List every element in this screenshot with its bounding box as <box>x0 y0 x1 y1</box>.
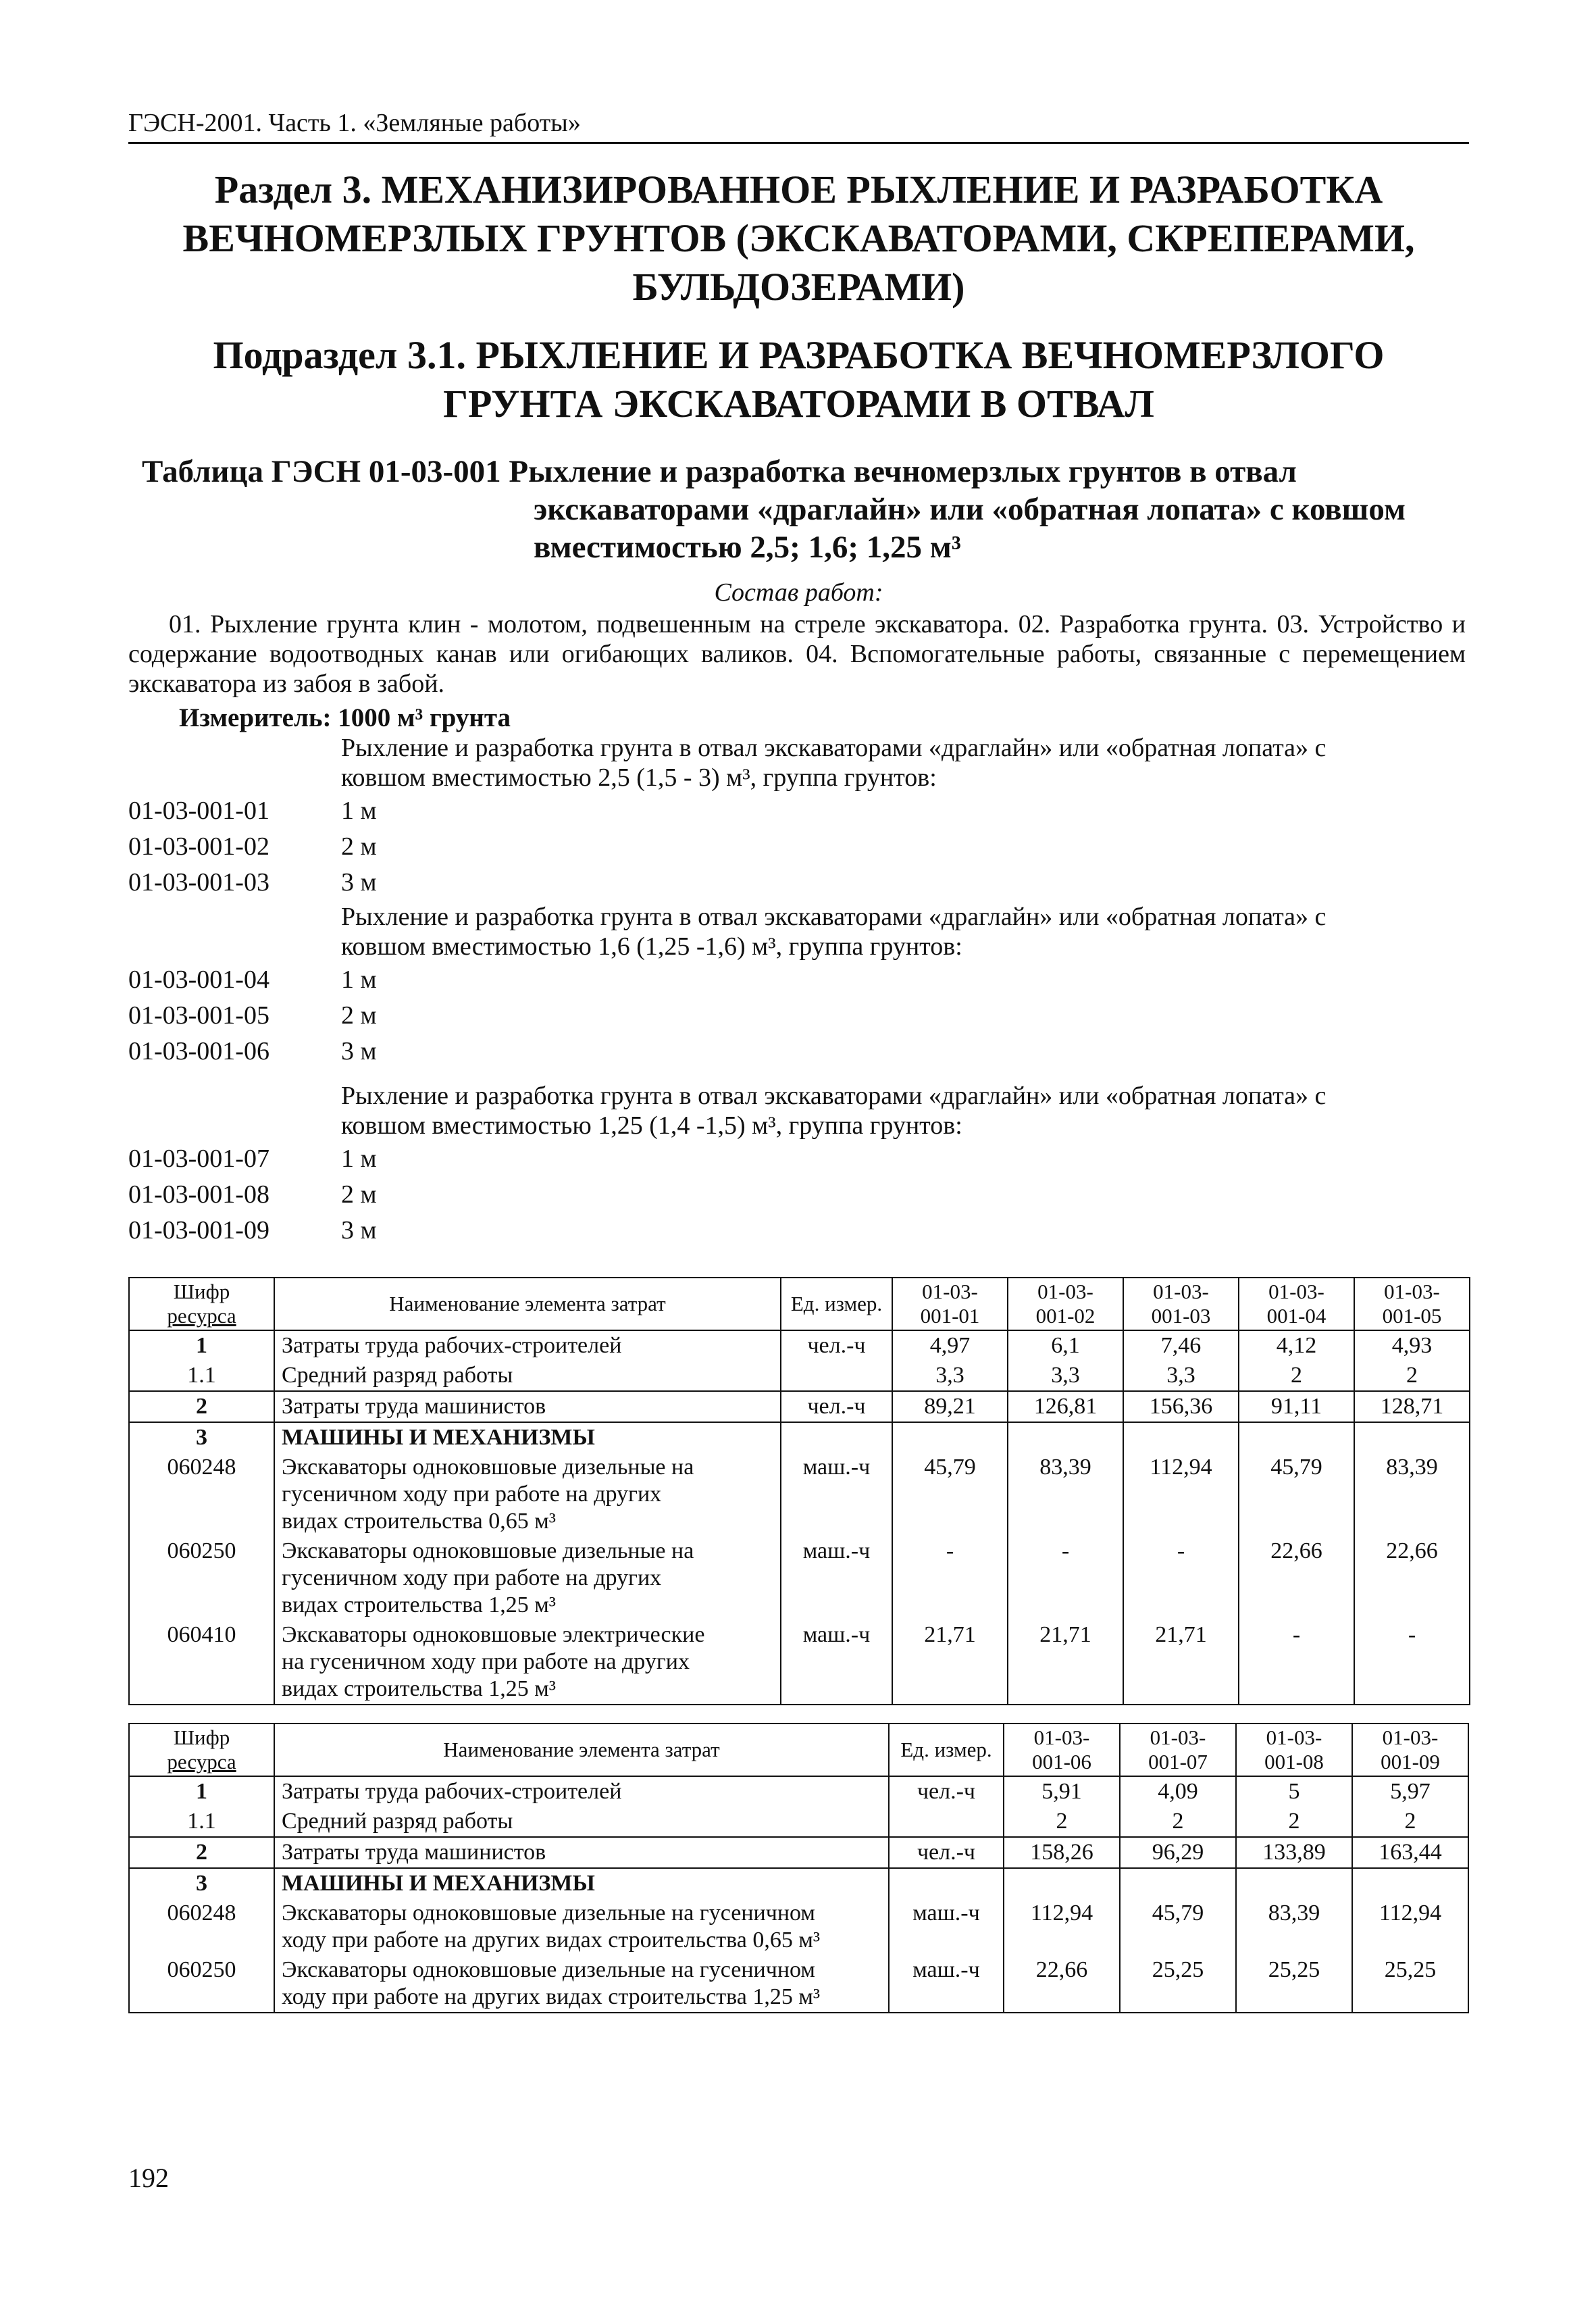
table-heading <box>142 453 1466 566</box>
value-cell: 83,39 <box>1236 1898 1352 1955</box>
resource-code: 3 <box>129 1868 274 1898</box>
value-cell: 163,44 <box>1352 1837 1468 1868</box>
value-cell: - <box>1008 1536 1123 1620</box>
cost-element-line: Экскаваторы одноковшовые электрические <box>282 1622 705 1647</box>
value-cell: 7,46 <box>1123 1330 1239 1361</box>
table-row <box>129 1776 1468 1807</box>
norm-label: 1 м <box>341 796 377 825</box>
cost-element-name <box>274 1898 889 1955</box>
resource-code: 060250 <box>129 1536 274 1620</box>
cost-element-line: Средний разряд работы <box>282 1363 513 1388</box>
value-cell <box>1236 1868 1352 1898</box>
variant-desc: ковшом вместимостью 1,25 (1,4 -1,5) м³, группа грунтов: <box>341 1111 962 1140</box>
norm-code: 01-03-001-06 <box>128 1036 269 1065</box>
column-header-unit: Ед. измер. <box>781 1278 892 1330</box>
column-header-norm: 01-03- 001-06 <box>1004 1724 1120 1776</box>
value-cell: - <box>892 1536 1008 1620</box>
norm-label: 3 м <box>341 867 377 897</box>
value-cell: 133,89 <box>1236 1837 1352 1868</box>
table-row <box>129 1837 1468 1868</box>
cost-element-name <box>274 1955 889 2013</box>
value-cell: 3,3 <box>1008 1361 1123 1391</box>
subsection-title-line: ГРУНТА ЭКСКАВАТОРАМИ В ОТВАЛ <box>443 382 1154 426</box>
cost-element-line: ходу при работе на других видах строительства 1,25 м³ <box>282 1984 821 2009</box>
resource-code: 060248 <box>129 1453 274 1536</box>
value-cell: 112,94 <box>1123 1453 1239 1536</box>
page-number: 192 <box>128 2163 169 2193</box>
resource-code: 1 <box>129 1776 274 1807</box>
value-cell: 89,21 <box>892 1391 1008 1422</box>
value-cell <box>1352 1868 1468 1898</box>
cost-element-line: Экскаваторы одноковшовые дизельные на гусеничном <box>282 1957 815 1982</box>
unit-cell: маш.-ч <box>781 1536 892 1620</box>
norm-code: 01-03-001-08 <box>128 1180 269 1209</box>
norm-code: 01-03-001-02 <box>128 832 269 861</box>
table-heading-cont: экскаваторами «драглайн» или «обратная лопата» с ковшом <box>534 492 1406 527</box>
value-cell: 2 <box>1004 1807 1120 1837</box>
variant-desc: Рыхление и разработка грунта в отвал экскаваторами «драглайн» или «обратная лопата» с <box>341 734 1327 762</box>
norm-code: 01-03-001-01 <box>128 796 269 825</box>
list-item <box>128 961 1469 997</box>
unit-cell: маш.-ч <box>781 1453 892 1536</box>
unit-cell: маш.-ч <box>781 1620 892 1705</box>
value-cell <box>892 1422 1008 1453</box>
cost-element-line: Средний разряд работы <box>282 1809 513 1834</box>
resource-code: 1 <box>129 1330 274 1361</box>
value-cell: 158,26 <box>1004 1837 1120 1868</box>
table-row <box>129 1955 1468 2013</box>
variant-desc: ковшом вместимостью 2,5 (1,5 - 3) м³, группа грунтов: <box>341 763 937 792</box>
value-cell: 4,09 <box>1120 1776 1236 1807</box>
works-label: Состав работ: <box>714 578 883 607</box>
table-heading-cont: вместимостью 2,5; 1,6; 1,25 м³ <box>534 530 961 565</box>
cost-element-name <box>274 1330 781 1361</box>
works-paragraph: 01. Рыхление грунта клин - молотом, подвешенным на стреле экскаватора. 02. Разработка грунта. 03. Устройство и содержание водоотводных канав или огибающих валиков. 04. Вспомогательные работы, связанные с перемещением экскаватора из забоя в забой. <box>128 610 1466 698</box>
cost-element-line: Экскаваторы одноковшовые дизельные на гусеничном <box>282 1901 815 1926</box>
unit-cell: маш.-ч <box>889 1898 1004 1955</box>
value-cell: 83,39 <box>1354 1453 1470 1536</box>
column-header-unit: Ед. измер. <box>889 1724 1004 1776</box>
table-header-row <box>129 1724 1468 1776</box>
variant-block <box>128 1081 1469 1248</box>
norm-label: 1 м <box>341 965 377 994</box>
value-cell: - <box>1354 1620 1470 1705</box>
value-cell: 126,81 <box>1008 1391 1123 1422</box>
unit-cell: маш.-ч <box>889 1955 1004 2013</box>
resource-code: 3 <box>129 1422 274 1453</box>
unit-cell: чел.-ч <box>781 1391 892 1422</box>
value-cell <box>1120 1868 1236 1898</box>
resource-table-1 <box>128 1277 1470 1705</box>
cost-element-name <box>274 1422 781 1453</box>
value-cell: 45,79 <box>1239 1453 1354 1536</box>
resource-table-2 <box>128 1723 1469 2013</box>
column-header-norm: 01-03- 001-05 <box>1354 1278 1470 1330</box>
value-cell: 45,79 <box>1120 1898 1236 1955</box>
unit-cell <box>889 1807 1004 1837</box>
value-cell: - <box>1239 1620 1354 1705</box>
column-header-name: Наименование элемента затрат <box>274 1278 781 1330</box>
norm-code: 01-03-001-03 <box>128 867 269 897</box>
column-header-norm: 01-03- 001-07 <box>1120 1724 1236 1776</box>
variant-desc: Рыхление и разработка грунта в отвал экскаваторами «драглайн» или «обратная лопата» с <box>341 903 1327 931</box>
value-cell: 96,29 <box>1120 1837 1236 1868</box>
value-cell: 22,66 <box>1004 1955 1120 2013</box>
value-cell: 83,39 <box>1008 1453 1123 1536</box>
subsection-title <box>128 331 1469 428</box>
list-item <box>128 1176 1469 1212</box>
subsection-title-line: Подраздел 3.1. РЫХЛЕНИЕ И РАЗРАБОТКА ВЕЧНОМЕРЗЛОГО <box>213 333 1385 377</box>
resource-code: 2 <box>129 1391 274 1422</box>
value-cell: 21,71 <box>892 1620 1008 1705</box>
value-cell: 5,91 <box>1004 1776 1120 1807</box>
unit-cell <box>781 1361 892 1391</box>
list-item <box>128 1033 1469 1069</box>
table-header-row <box>129 1278 1470 1330</box>
value-cell: 22,66 <box>1239 1536 1354 1620</box>
value-cell: 6,1 <box>1008 1330 1123 1361</box>
cost-element-name <box>274 1776 889 1807</box>
cost-element-name <box>274 1361 781 1391</box>
table-row <box>129 1536 1470 1620</box>
table-row <box>129 1620 1470 1705</box>
value-cell: 45,79 <box>892 1453 1008 1536</box>
variant-desc: Рыхление и разработка грунта в отвал экскаваторами «драглайн» или «обратная лопата» с <box>341 1082 1327 1110</box>
section-title-line: БУЛЬДОЗЕРАМИ) <box>632 265 965 309</box>
list-item <box>128 997 1469 1033</box>
cost-element-line: Затраты труда машинистов <box>282 1840 546 1865</box>
cost-element-line: Затраты труда рабочих-строителей <box>282 1333 622 1358</box>
column-header-norm: 01-03- 001-02 <box>1008 1278 1123 1330</box>
table-row <box>129 1898 1468 1955</box>
unit-cell <box>889 1868 1004 1898</box>
value-cell: 2 <box>1352 1807 1468 1837</box>
section-title-line: Раздел 3. МЕХАНИЗИРОВАННОЕ РЫХЛЕНИЕ И РАЗРАБОТКА <box>214 168 1383 211</box>
value-cell: 5 <box>1236 1776 1352 1807</box>
cost-element-line: гусеничном ходу при работе на других <box>282 1482 662 1507</box>
table-row <box>129 1361 1470 1391</box>
cost-element-name <box>274 1620 781 1705</box>
cost-element-line: Затраты труда рабочих-строителей <box>282 1779 622 1804</box>
cost-element-name <box>274 1453 781 1536</box>
value-cell: 2 <box>1236 1807 1352 1837</box>
norm-code: 01-03-001-04 <box>128 965 269 994</box>
measure-unit: Измеритель: 1000 м³ грунта <box>179 703 511 732</box>
column-header-code: Шифр ресурса <box>129 1278 274 1330</box>
cost-element-line: видах строительства 1,25 м³ <box>282 1676 556 1701</box>
cost-element-line: Экскаваторы одноковшовые дизельные на <box>282 1538 694 1563</box>
running-header: ГЭСН-2001. Часть 1. «Земляные работы» <box>128 109 581 137</box>
value-cell: 21,71 <box>1123 1620 1239 1705</box>
value-cell: 2 <box>1239 1361 1354 1391</box>
value-cell: 22,66 <box>1354 1536 1470 1620</box>
value-cell: 5,97 <box>1352 1776 1468 1807</box>
resource-code: 060248 <box>129 1898 274 1955</box>
value-cell: 4,93 <box>1354 1330 1470 1361</box>
list-item <box>128 828 1469 864</box>
cost-element-name <box>274 1536 781 1620</box>
column-header-norm: 01-03- 001-08 <box>1236 1724 1352 1776</box>
resource-code: 2 <box>129 1837 274 1868</box>
value-cell <box>1123 1422 1239 1453</box>
value-cell: 25,25 <box>1120 1955 1236 2013</box>
unit-cell: чел.-ч <box>889 1776 1004 1807</box>
cost-element-line: видах строительства 1,25 м³ <box>282 1592 556 1617</box>
cost-element-line: ходу при работе на других видах строительства 0,65 м³ <box>282 1928 821 1953</box>
list-item <box>128 793 1469 828</box>
cost-element-name <box>274 1391 781 1422</box>
value-cell: 25,25 <box>1236 1955 1352 2013</box>
cost-element-line: МАШИНЫ И МЕХАНИЗМЫ <box>282 1871 595 1896</box>
value-cell: 25,25 <box>1352 1955 1468 2013</box>
value-cell: - <box>1123 1536 1239 1620</box>
unit-cell <box>781 1422 892 1453</box>
section-title-line: ВЕЧНОМЕРЗЛЫХ ГРУНТОВ (ЭКСКАВАТОРАМИ, СКРЕПЕРАМИ, <box>182 216 1415 260</box>
cost-element-line: на гусеничном ходу при работе на других <box>282 1649 690 1674</box>
resource-code: 060250 <box>129 1955 274 2013</box>
value-cell: 128,71 <box>1354 1391 1470 1422</box>
table-row <box>129 1807 1468 1837</box>
resource-code: 1.1 <box>129 1361 274 1391</box>
list-item <box>128 1212 1469 1248</box>
list-item <box>128 864 1469 900</box>
column-header-code: Шифр ресурса <box>129 1724 274 1776</box>
value-cell: 2 <box>1120 1807 1236 1837</box>
resource-code: 060410 <box>129 1620 274 1705</box>
unit-cell: чел.-ч <box>781 1330 892 1361</box>
cost-element-name <box>274 1837 889 1868</box>
cost-element-line: Экскаваторы одноковшовые дизельные на <box>282 1455 694 1480</box>
value-cell: 3,3 <box>892 1361 1008 1391</box>
variant-block <box>128 902 1469 1069</box>
cost-element-name <box>274 1868 889 1898</box>
cost-element-line: Затраты труда машинистов <box>282 1394 546 1419</box>
norm-label: 2 м <box>341 1180 377 1209</box>
value-cell: 3,3 <box>1123 1361 1239 1391</box>
norm-code: 01-03-001-05 <box>128 1001 269 1030</box>
column-header-norm: 01-03- 001-01 <box>892 1278 1008 1330</box>
value-cell: 112,94 <box>1352 1898 1468 1955</box>
column-header-name: Наименование элемента затрат <box>274 1724 889 1776</box>
value-cell: 2 <box>1354 1361 1470 1391</box>
value-cell <box>1008 1422 1123 1453</box>
cost-element-line: гусеничном ходу при работе на других <box>282 1565 662 1590</box>
norm-code: 01-03-001-07 <box>128 1144 269 1173</box>
header-rule <box>128 142 1469 144</box>
value-cell: 4,97 <box>892 1330 1008 1361</box>
cost-element-line: видах строительства 0,65 м³ <box>282 1509 556 1534</box>
value-cell <box>1354 1422 1470 1453</box>
resource-code: 1.1 <box>129 1807 274 1837</box>
list-item <box>128 1140 1469 1176</box>
cost-element-line: МАШИНЫ И МЕХАНИЗМЫ <box>282 1425 595 1450</box>
norm-label: 2 м <box>341 1001 377 1030</box>
variant-block <box>128 733 1469 900</box>
norm-label: 1 м <box>341 1144 377 1173</box>
value-cell: 21,71 <box>1008 1620 1123 1705</box>
value-cell: 156,36 <box>1123 1391 1239 1422</box>
table-row <box>129 1453 1470 1536</box>
value-cell: 4,12 <box>1239 1330 1354 1361</box>
column-header-norm: 01-03- 001-03 <box>1123 1278 1239 1330</box>
variant-desc: ковшом вместимостью 1,6 (1,25 -1,6) м³, группа грунтов: <box>341 932 962 961</box>
norm-label: 3 м <box>341 1036 377 1065</box>
section-title <box>128 166 1469 311</box>
works-text <box>128 609 1466 699</box>
value-cell <box>1239 1422 1354 1453</box>
table-row <box>129 1391 1470 1422</box>
column-header-norm: 01-03- 001-04 <box>1239 1278 1354 1330</box>
unit-cell: чел.-ч <box>889 1837 1004 1868</box>
value-cell <box>1004 1868 1120 1898</box>
column-header-norm: 01-03- 001-09 <box>1352 1724 1468 1776</box>
table-row <box>129 1868 1468 1898</box>
norm-label: 2 м <box>341 832 377 861</box>
value-cell: 112,94 <box>1004 1898 1120 1955</box>
value-cell: 91,11 <box>1239 1391 1354 1422</box>
table-row <box>129 1330 1470 1361</box>
norm-code: 01-03-001-09 <box>128 1215 269 1244</box>
table-row <box>129 1422 1470 1453</box>
cost-element-name <box>274 1807 889 1837</box>
norm-label: 3 м <box>341 1215 377 1244</box>
table-heading-lead: Таблица ГЭСН 01-03-001 Рыхление и разработка вечномерзлых грунтов в отвал <box>142 454 1297 489</box>
